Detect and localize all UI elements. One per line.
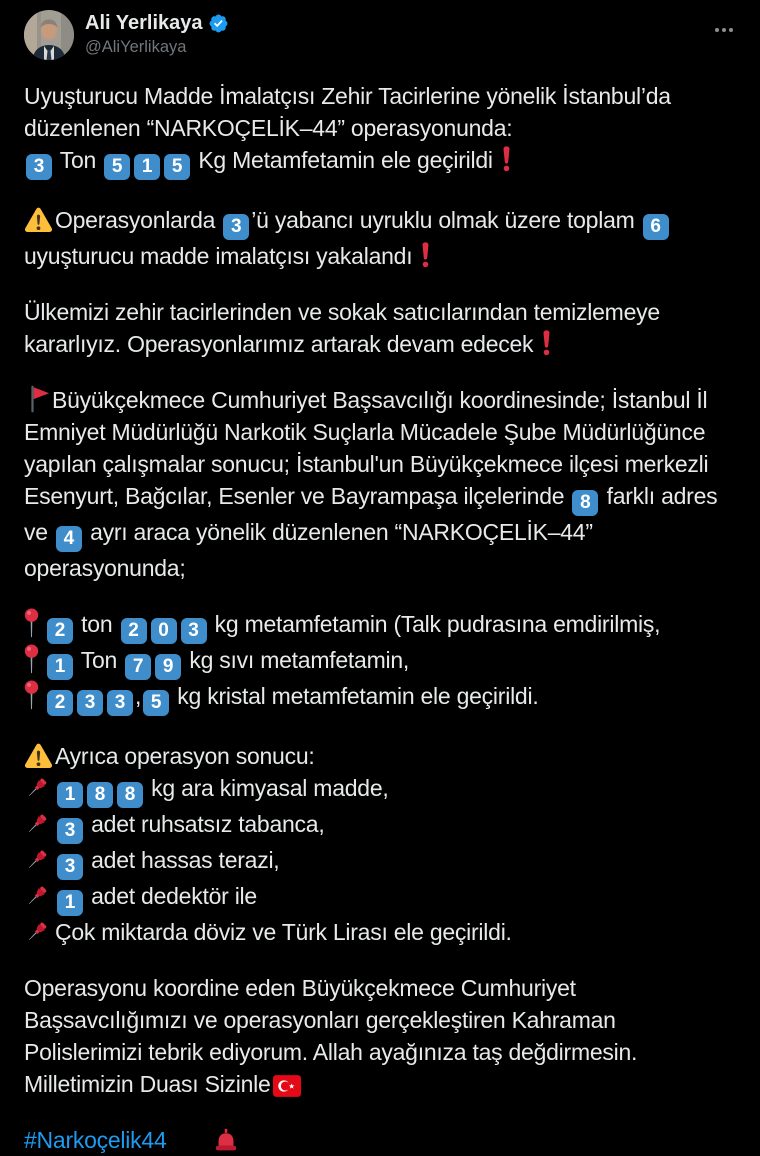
text-run: Ayrıca operasyon sonucu: bbox=[55, 743, 315, 769]
text-run: kg ara kimyasal madde, bbox=[145, 775, 389, 801]
red-flag-icon bbox=[24, 384, 50, 414]
text-run: ayrı araca yönelik düzenlenen “NARKOÇELİK–44” operasyonunda; bbox=[24, 519, 593, 581]
keycap-4-icon: 4 bbox=[56, 526, 82, 552]
text-run: Büyükçekmece Cumhuriyet Başsavcılığı koordinesinde; İstanbul İl Emniyet Müdürlüğü Narkotik Suçlarla Mücadele Şube Müdürlüğünce yapılan çalışmalar sonucu; İstanbul'un Büyükçekmece ilçesi merkezli Esenyurt, Bağcılar, Esenler ve Bayrampaşa ilçelerinde bbox=[24, 387, 709, 509]
profile-photo bbox=[24, 10, 74, 60]
exclamation-icon bbox=[541, 329, 552, 356]
round-pushpin-icon bbox=[24, 608, 39, 638]
keycap-3-icon: 3 bbox=[57, 818, 83, 844]
keycap-0-icon: 0 bbox=[151, 618, 177, 644]
pushpin-icon bbox=[24, 847, 51, 875]
keycap-5-icon: 5 bbox=[164, 154, 190, 180]
pushpin-icon bbox=[24, 775, 51, 803]
keycap-6-icon: 6 bbox=[643, 214, 669, 240]
warning-icon bbox=[24, 206, 53, 233]
keycap-1-icon: 1 bbox=[57, 890, 83, 916]
pushpin-icon bbox=[24, 919, 51, 947]
text-run: Çok miktarda döviz ve Türk Lirası ele geçirildi. bbox=[55, 919, 512, 945]
keycap-2-icon: 2 bbox=[47, 618, 73, 644]
tweet-paragraph-p1 bbox=[24, 80, 736, 180]
name-row bbox=[85, 11, 712, 35]
more-options-button[interactable] bbox=[712, 18, 736, 42]
text-run: adet hassas terazi, bbox=[85, 847, 280, 873]
keycap-3-icon: 3 bbox=[57, 854, 83, 880]
keycap-3-icon: 3 bbox=[26, 154, 52, 180]
keycap-9-icon: 9 bbox=[155, 654, 181, 680]
text-run: kg kristal metamfetamin ele geçirildi. bbox=[171, 683, 539, 709]
keycap-3-icon: 3 bbox=[77, 690, 103, 716]
keycap-1-icon: 1 bbox=[134, 154, 160, 180]
text-run: farklı adres ve bbox=[24, 483, 718, 545]
text-run: ton bbox=[75, 611, 119, 637]
tweet-paragraph-p3 bbox=[24, 296, 736, 360]
text-run: ’ü yabancı uyruklu olmak üzere toplam bbox=[251, 207, 641, 233]
tweet-paragraph-p4 bbox=[24, 384, 736, 584]
turkey-flag-icon bbox=[273, 1075, 301, 1097]
keycap-3-icon: 3 bbox=[107, 690, 133, 716]
tweet-paragraph-p7 bbox=[24, 972, 736, 1100]
keycap-8-icon: 8 bbox=[87, 782, 113, 808]
round-pushpin-icon bbox=[24, 680, 39, 710]
text-run: kg sıvı metamfetamin, bbox=[183, 647, 410, 673]
tweet-paragraph-p8 bbox=[24, 1124, 736, 1156]
keycap-8-icon: 8 bbox=[117, 782, 143, 808]
exclamation-icon bbox=[501, 145, 512, 172]
text-run: Uyuşturucu Madde İmalatçısı Zehir Tacirlerine yönelik İstanbul’da düzenlenen “NARKOÇELİK–44” operasyonunda: bbox=[24, 83, 671, 141]
text-run: adet ruhsatsız tabanca, bbox=[85, 811, 325, 837]
tweet-paragraph-p2 bbox=[24, 204, 736, 272]
pushpin-icon bbox=[24, 811, 51, 839]
user-info bbox=[85, 10, 712, 58]
text-run: uyuşturucu madde imalatçısı yakalandı bbox=[24, 243, 419, 269]
keycap-2-icon: 2 bbox=[47, 690, 73, 716]
keycap-3-icon: 3 bbox=[181, 618, 207, 644]
user-handle[interactable]: @AliYerlikaya bbox=[85, 38, 187, 56]
text-run: Kg Metamfetamin ele geçirildi bbox=[192, 147, 499, 173]
keycap-1-icon: 1 bbox=[47, 654, 73, 680]
siren-icon bbox=[213, 1128, 239, 1154]
keycap-3-icon: 3 bbox=[223, 214, 249, 240]
text-run: Operasyonu koordine eden Büyükçekmece Cumhuriyet Başsavcılığımızı ve operasyonları gerçekleştiren Kahraman Polislerimizi tebrik ediyorum. Allah ayağınıza taş değdirmesin. Milletimizin Duası Sizinle bbox=[24, 975, 638, 1097]
keycap-2-icon: 2 bbox=[121, 618, 147, 644]
text-run: Ülkemizi zehir tacirlerinden ve sokak satıcılarından temizlemeye kararlıyız. Operasyonlarımız artarak devam edecek bbox=[24, 299, 660, 357]
keycap-5-icon: 5 bbox=[143, 690, 169, 716]
text-run: Ton bbox=[54, 147, 103, 173]
pushpin-icon bbox=[24, 883, 51, 911]
avatar[interactable] bbox=[24, 10, 74, 60]
keycap-1-icon: 1 bbox=[57, 782, 83, 808]
keycap-5-icon: 5 bbox=[104, 154, 130, 180]
verified-badge-icon bbox=[208, 13, 229, 34]
display-name[interactable]: Ali Yerlikaya bbox=[85, 12, 203, 34]
keycap-7-icon: 7 bbox=[125, 654, 151, 680]
text-run: Ton bbox=[75, 647, 124, 673]
text-run: Operasyonlarda bbox=[55, 207, 222, 233]
text-run: adet dedektör ile bbox=[85, 883, 257, 909]
round-pushpin-icon bbox=[24, 644, 39, 674]
text-run: kg metamfetamin (Talk pudrasına emdirilmiş, bbox=[208, 611, 661, 637]
tweet-paragraph-p5 bbox=[24, 608, 736, 716]
tweet-paragraph-p6 bbox=[24, 740, 736, 948]
keycap-8-icon: 8 bbox=[572, 490, 598, 516]
hashtag-link[interactable]: #Narkoçelik44 bbox=[24, 1127, 167, 1153]
tweet-header bbox=[24, 10, 736, 60]
exclamation-icon bbox=[420, 241, 431, 268]
text-run: , bbox=[135, 683, 142, 709]
warning-icon bbox=[24, 742, 53, 769]
tweet-text bbox=[24, 80, 736, 1156]
more-options-icon bbox=[712, 18, 736, 42]
